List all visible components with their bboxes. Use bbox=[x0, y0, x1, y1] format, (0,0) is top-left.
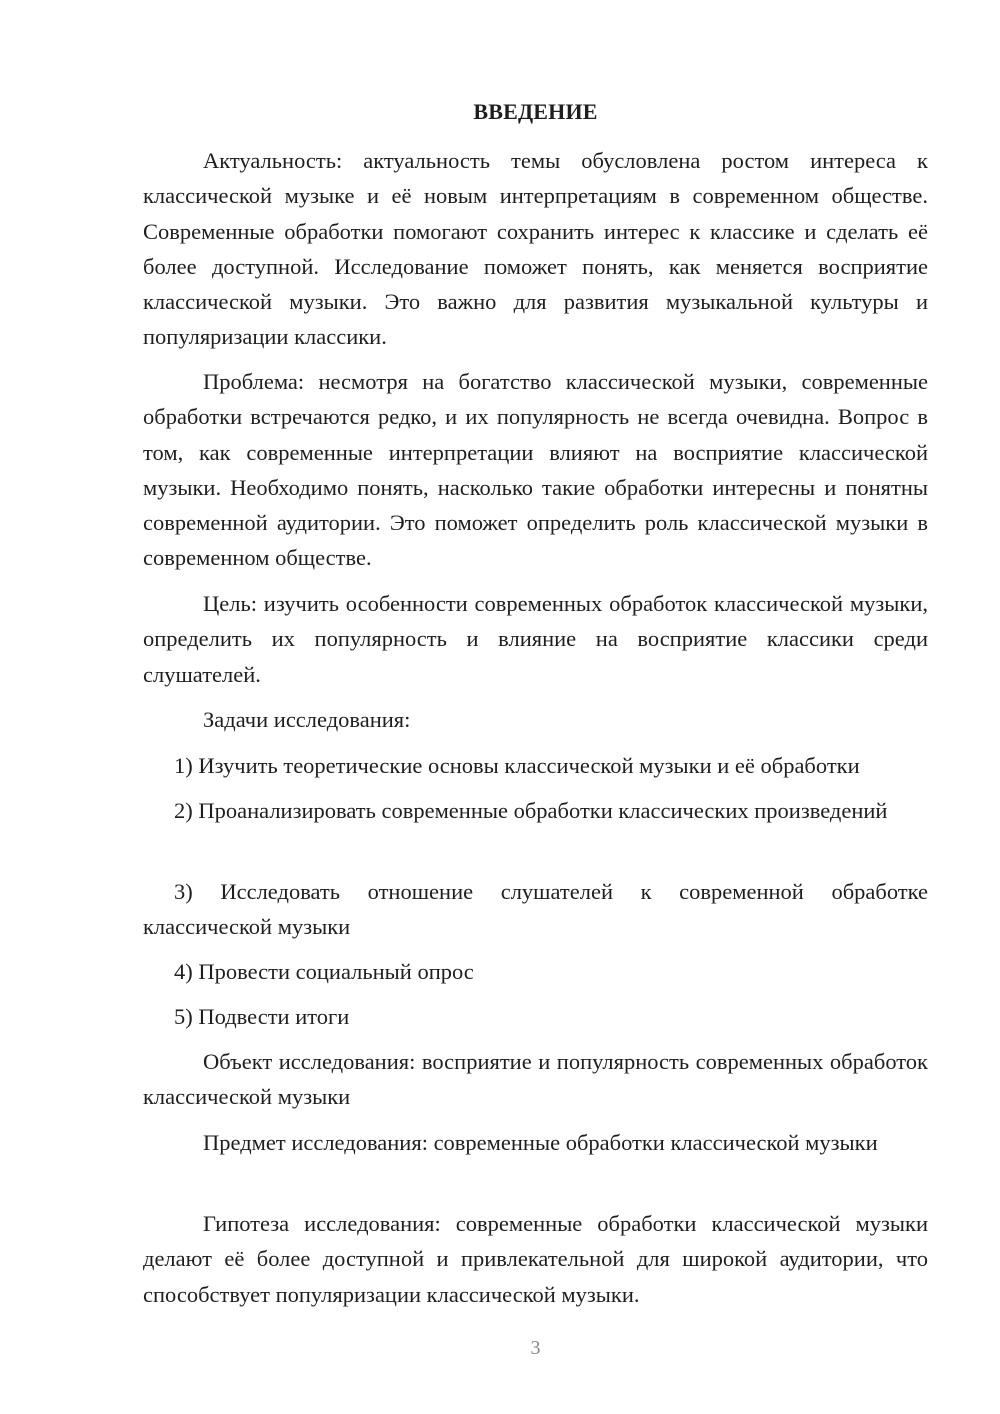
task-item-5: 5) Подвести итоги bbox=[174, 1004, 350, 1029]
task-item-3: 3) Исследовать отношение слушателей к современной обработке классической музыки bbox=[143, 879, 928, 940]
paragraph-problem: Проблема: несмотря на богатство классической музыки, современные обработки встречаются редко, и их популярность не всегда очевидна. Вопрос в том, как современные интерпретации влияют на восприятие классической музыки. Необходимо понять, насколько такие обработки интересны и понятны современной аудитории. Это поможет определить роль классической музыки в современном обществе. bbox=[143, 369, 928, 571]
paragraph-goal: Цель: изучить особенности современных обработок классической музыки, определить их популярность и влияние на восприятие классики среди слушателей. bbox=[143, 591, 928, 687]
paragraph-relevance: Актуальность: актуальность темы обусловлена ростом интереса к классической музыке и её новым интерпретациям в современном обществе. Современные обработки помогают сохранить интерес к классике и сделать её более доступной. Исследование поможет понять, как меняется восприятие классической музыки. Это важно для развития музыкальной культуры и популяризации классики. bbox=[143, 148, 928, 350]
page-number: 3 bbox=[530, 1337, 541, 1359]
paragraph-subject: Предмет исследования: современные обработки классической музыки bbox=[203, 1130, 878, 1155]
paragraph-tasks-heading: Задачи исследования: bbox=[203, 707, 411, 732]
page-title: ВВЕДЕНИЕ bbox=[473, 99, 598, 124]
task-item-1: 1) Изучить теоретические основы классической музыки и её обработки bbox=[174, 753, 860, 778]
paragraph-hypothesis: Гипотеза исследования: современные обработки классической музыки делают её более доступной и привлекательной для широкой аудитории, что способствует популяризации классической музыки. bbox=[143, 1211, 928, 1307]
task-item-4: 4) Провести социальный опрос bbox=[174, 959, 474, 984]
paragraph-object: Объект исследования: восприятие и популярность современных обработок классической музыки bbox=[143, 1049, 928, 1110]
task-item-2: 2) Проанализировать современные обработки классических произведений bbox=[174, 798, 888, 823]
